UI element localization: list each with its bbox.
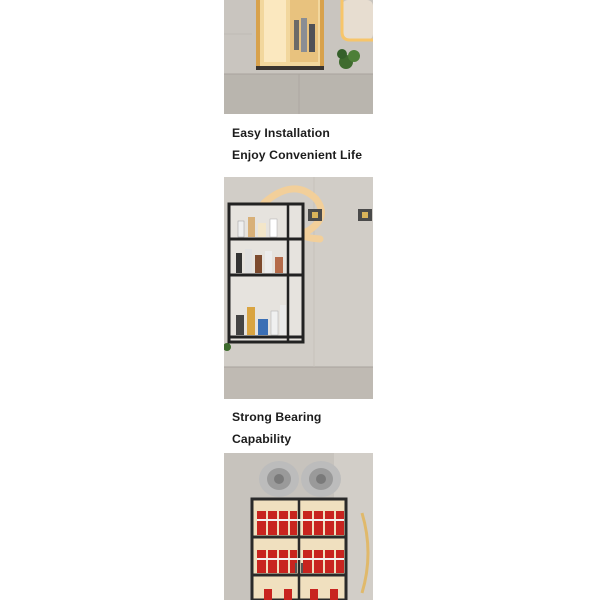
installation-title: Easy Installation (232, 126, 330, 140)
cabinet-warm-light-image (224, 0, 373, 114)
bearing-title: Strong Bearing (232, 410, 322, 424)
installation-subtitle: Enjoy Convenient Life (232, 148, 363, 162)
heavy-load-cabinet-image (224, 453, 373, 600)
wall-mount-installation-image (224, 177, 373, 399)
bearing-subtitle: Capability (232, 432, 292, 446)
